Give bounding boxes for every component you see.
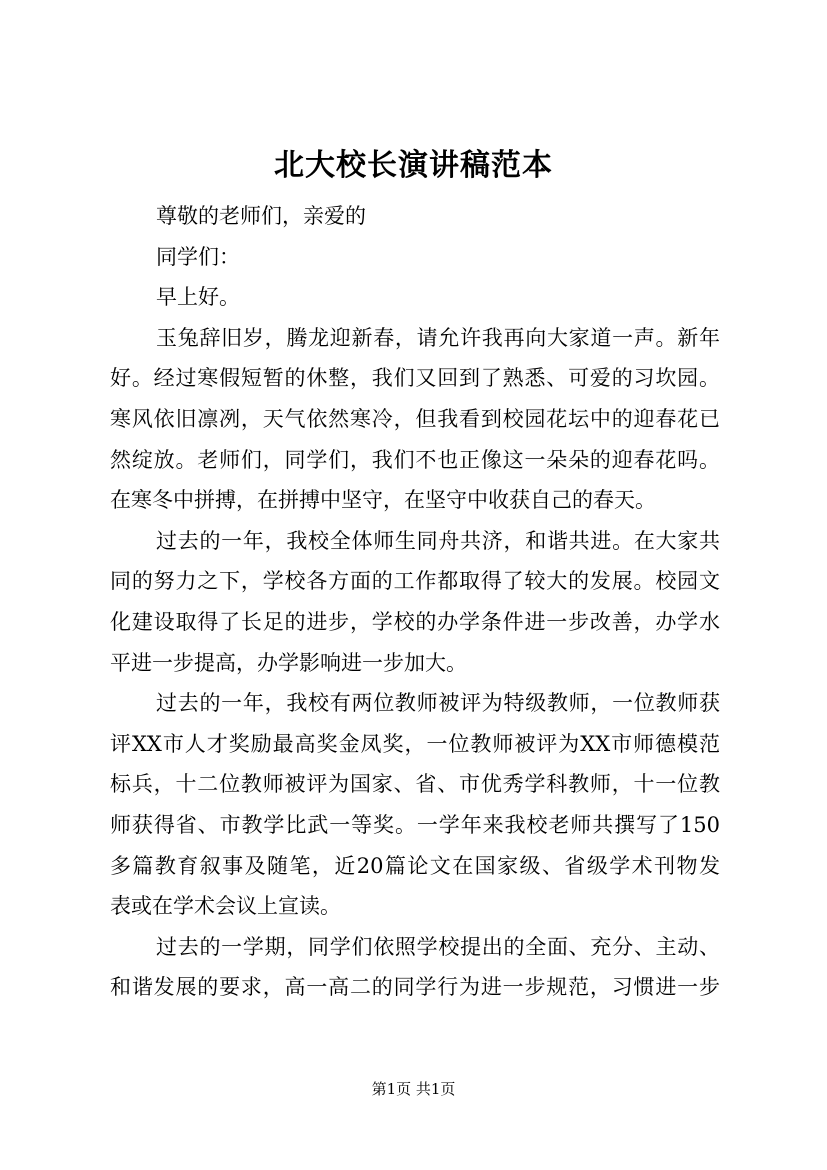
paragraph-line: 多篇教育叙事及随笔，近20篇论文在国家级、省级学术刊物发 — [110, 853, 720, 878]
paragraph-line: 平进一步提高，办学影响进一步加大。 — [110, 650, 467, 675]
paragraph-line: 玉兔辞旧岁，腾龙迎新春，请允许我再向大家道一声。新年 — [156, 325, 720, 350]
paragraph-line: 评XX市人才奖励最高奖金凤奖，一位教师被评为XX市师德模范 — [110, 731, 720, 756]
paragraph-line: 和谐发展的要求，高一高二的同学行为进一步规范，习惯进一步 — [110, 975, 720, 1000]
paragraph-line: 过去的一年，我校全体师生同舟共济，和谐共进。在大家共 — [156, 528, 720, 553]
paragraph-line: 同的努力之下，学校各方面的工作都取得了较大的发展。校园文 — [110, 569, 720, 594]
page-footer: 第1页 共1页 — [371, 1080, 456, 1098]
greeting-line: 早上好。 — [156, 285, 240, 310]
paragraph-line: 化建设取得了长足的进步，学校的办学条件进一步改善，办学水 — [110, 609, 720, 634]
paragraph-line: 好。经过寒假短暂的休整，我们又回到了熟悉、可爱的习坎园。 — [110, 366, 720, 391]
salutation-line: 尊敬的老师们，亲爱的 — [156, 204, 366, 228]
document-body — [110, 196, 720, 1008]
paragraph-line: 过去的一学期，同学们依照学校提出的全面、充分、主动、 — [156, 934, 720, 959]
document-title: 北大校长演讲稿范本 — [274, 148, 553, 183]
paragraph-line: 师获得省、市教学比武一等奖。一学年来我校老师共撰写了150 — [110, 812, 720, 837]
paragraph-line: 然绽放。老师们，同学们，我们不也正像这一朵朵的迎春花吗。 — [110, 447, 720, 472]
paragraph-line: 在寒冬中拼搏，在拼搏中坚守，在坚守中收获自己的春天。 — [110, 488, 656, 513]
paragraph-line: 表或在学术会议上宣读。 — [110, 894, 341, 919]
paragraph-line: 寒风依旧凛冽，天气依然寒冷，但我看到校园花坛中的迎春花已 — [110, 406, 720, 431]
paragraph-line: 标兵，十二位教师被评为国家、省、市优秀学科教师，十一位教 — [110, 772, 720, 797]
salutation-line: 同学们： — [156, 244, 240, 269]
paragraph-line: 过去的一年，我校有两位教师被评为特级教师，一位教师获 — [156, 691, 720, 716]
